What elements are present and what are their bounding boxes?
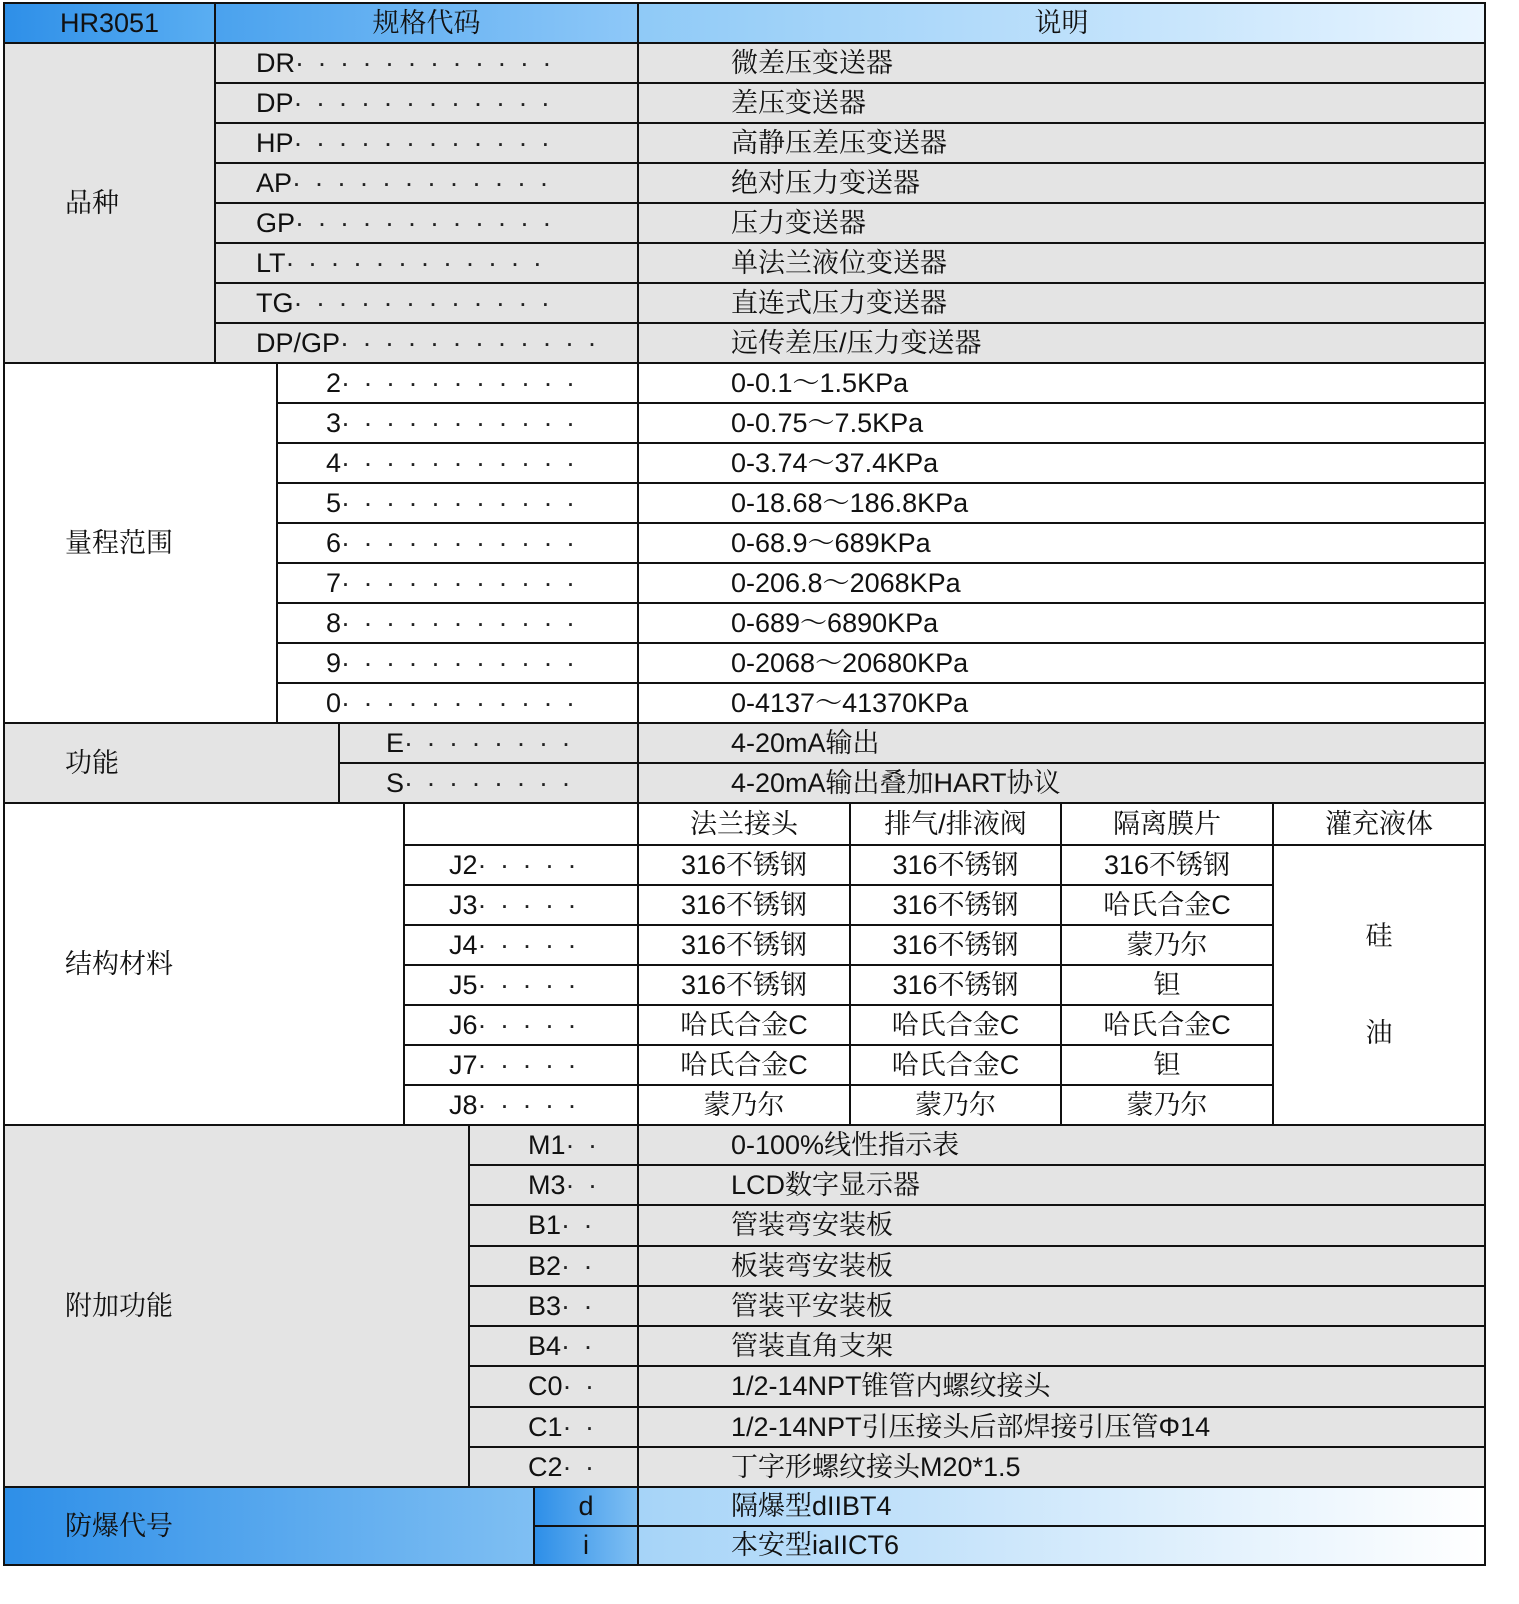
explosion-description: 隔爆型dIIBT4 <box>637 1486 1486 1527</box>
leader-dots: · · · · · · · · · · · · <box>295 207 552 238</box>
spec-code: J8 <box>449 1089 478 1120</box>
range-description: 0-689～6890KPa <box>637 602 1486 644</box>
addon-code-cell <box>468 1446 639 1488</box>
leader-dots: · · · · · · · · · · · · <box>295 47 552 78</box>
leader-dots: · · · · · · · · <box>404 767 571 798</box>
variety-code-cell <box>214 82 639 124</box>
vent-valve-material: 316不锈钢 <box>849 844 1062 886</box>
leader-dots: · · · · · · · · · · · <box>341 487 575 518</box>
vent-valve-material: 316不锈钢 <box>849 964 1062 1006</box>
spec-code: B2 <box>528 1250 562 1281</box>
function-code-cell <box>338 762 639 804</box>
leader-dots: · · · · · <box>477 1049 577 1080</box>
variety-description: 绝对压力变送器 <box>637 162 1486 204</box>
range-description: 0-2068～20680KPa <box>637 642 1486 684</box>
leader-dots: · · · · · <box>477 1089 577 1120</box>
flange-material: 蒙乃尔 <box>637 1084 851 1126</box>
material-column-header: 隔离膜片 <box>1060 802 1274 846</box>
addon-description: LCD数字显示器 <box>637 1164 1486 1206</box>
addon-category-label: 附加功能 <box>3 1124 470 1488</box>
spec-code: J7 <box>449 1049 478 1080</box>
material-category-label: 结构材料 <box>3 802 405 1126</box>
leader-dots: · · · · · · · · <box>404 727 571 758</box>
leader-dots: · · <box>562 1451 594 1482</box>
variety-code-cell <box>214 322 639 364</box>
leader-dots: · · · · · <box>477 849 577 880</box>
leader-dots: · · · · · · · · · · · <box>341 647 575 678</box>
range-code-cell <box>276 482 639 524</box>
range-category-label: 量程范围 <box>3 362 278 724</box>
spec-code: C0 <box>528 1371 563 1401</box>
vent-valve-material: 316不锈钢 <box>849 924 1062 966</box>
addon-code-cell <box>468 1204 639 1247</box>
fill-fluid-char: 油 <box>1365 1018 1393 1049</box>
variety-description: 微差压变送器 <box>637 42 1486 84</box>
function-category-label: 功能 <box>3 722 340 804</box>
vent-valve-material: 316不锈钢 <box>849 884 1062 926</box>
explosion-category-label: 防爆代号 <box>3 1486 535 1566</box>
spec-code: 0 <box>326 687 342 718</box>
addon-description: 1/2-14NPT引压接头后部焊接引压管Φ14 <box>637 1406 1486 1448</box>
fill-fluid-cell <box>1272 844 1486 1126</box>
range-description: 0-18.68～186.8KPa <box>637 482 1486 524</box>
variety-code-cell <box>214 202 639 244</box>
code-column-header: 规格代码 <box>214 2 639 44</box>
variety-code-cell <box>214 122 639 164</box>
spec-code: 5 <box>326 487 342 518</box>
range-description: 0-206.8～2068KPa <box>637 562 1486 604</box>
leader-dots: · · <box>562 1411 594 1442</box>
flange-material: 哈氏合金C <box>637 1044 851 1086</box>
leader-dots: · · · · · <box>477 929 577 960</box>
addon-description: 板装弯安装板 <box>637 1245 1486 1287</box>
leader-dots: · · <box>561 1330 593 1361</box>
diaphragm-material: 哈氏合金C <box>1060 1004 1274 1046</box>
spec-code: S <box>386 767 405 798</box>
variety-code-cell <box>214 162 639 204</box>
model-header: HR3051 <box>3 2 216 44</box>
spec-code: 7 <box>326 567 342 598</box>
flange-material: 316不锈钢 <box>637 884 851 926</box>
spec-code: GP <box>256 207 296 238</box>
addon-code-cell <box>468 1245 639 1287</box>
diaphragm-material: 蒙乃尔 <box>1060 1084 1274 1126</box>
variety-description: 压力变送器 <box>637 202 1486 244</box>
addon-code-cell <box>468 1285 639 1327</box>
spec-code: 4 <box>326 447 342 478</box>
diaphragm-material: 钽 <box>1060 1044 1274 1086</box>
leader-dots: · · · · · · · · · · · <box>341 447 575 478</box>
explosion-code-cell: i <box>533 1525 639 1566</box>
function-code-cell <box>338 722 639 764</box>
spec-code: DR <box>256 47 295 78</box>
vent-valve-material: 哈氏合金C <box>849 1044 1062 1086</box>
material-blank-header <box>403 802 639 846</box>
spec-code: B1 <box>528 1210 562 1240</box>
spec-code: 9 <box>326 647 342 678</box>
spec-code: TG <box>256 287 294 318</box>
material-code-cell <box>403 1044 639 1086</box>
spec-code: B4 <box>528 1330 562 1361</box>
diaphragm-material: 316不锈钢 <box>1060 844 1274 886</box>
addon-description: 管装平安装板 <box>637 1285 1486 1327</box>
spec-code: J5 <box>449 969 478 1000</box>
range-code-cell <box>276 562 639 604</box>
function-description: 4-20mA输出 <box>637 722 1486 764</box>
addon-code-cell <box>468 1406 639 1448</box>
leader-dots: · · · · · · · · · · · · <box>292 167 549 198</box>
spec-code: J4 <box>449 929 478 960</box>
leader-dots: · · · · · <box>477 969 577 1000</box>
spec-code: M3 <box>528 1169 566 1200</box>
leader-dots: · · · · · · · · · · · · <box>293 287 550 318</box>
spec-code: AP <box>256 167 293 198</box>
range-description: 0-0.75～7.5KPa <box>637 402 1486 444</box>
leader-dots: · · · · · · · · · · · <box>341 567 575 598</box>
flange-material: 316不锈钢 <box>637 844 851 886</box>
spec-code: E <box>386 727 405 758</box>
addon-description: 管装直角支架 <box>637 1325 1486 1367</box>
variety-category-label: 品种 <box>3 42 216 364</box>
explosion-description: 本安型iaIICT6 <box>637 1525 1486 1566</box>
variety-description: 远传差压/压力变送器 <box>637 322 1486 364</box>
addon-description: 管装弯安装板 <box>637 1204 1486 1247</box>
leader-dots: · · <box>561 1210 593 1240</box>
range-code-cell <box>276 362 639 404</box>
spec-code: J2 <box>449 849 478 880</box>
variety-description: 直连式压力变送器 <box>637 282 1486 324</box>
addon-code-cell <box>468 1325 639 1367</box>
leader-dots: · · · · · · · · · · · · <box>285 247 542 278</box>
function-description: 4-20mA输出叠加HART协议 <box>637 762 1486 804</box>
spec-code: J6 <box>449 1009 478 1040</box>
fill-fluid-char: 硅 <box>1365 920 1393 951</box>
material-code-cell <box>403 1084 639 1126</box>
leader-dots: · · · · · · · · · · · <box>341 407 575 438</box>
leader-dots: · · · · · · · · · · · · <box>340 327 597 358</box>
range-description: 0-3.74～37.4KPa <box>637 442 1486 484</box>
addon-code-cell <box>468 1124 639 1166</box>
flange-material: 316不锈钢 <box>637 924 851 966</box>
spec-code: HP <box>256 127 294 158</box>
spec-code: M1 <box>528 1129 566 1160</box>
material-code-cell <box>403 844 639 886</box>
leader-dots: · · <box>562 1371 594 1401</box>
range-code-cell <box>276 522 639 564</box>
addon-code-cell <box>468 1365 639 1408</box>
range-description: 0-0.1～1.5KPa <box>637 362 1486 404</box>
diaphragm-material: 钽 <box>1060 964 1274 1006</box>
material-code-cell <box>403 964 639 1006</box>
leader-dots: · · · · · <box>477 1009 577 1040</box>
spec-code: C2 <box>528 1451 563 1482</box>
addon-code-cell <box>468 1164 639 1206</box>
material-code-cell <box>403 884 639 926</box>
range-code-cell <box>276 602 639 644</box>
spec-code: C1 <box>528 1411 563 1442</box>
desc-column-header: 说明 <box>637 2 1486 44</box>
range-code-cell <box>276 402 639 444</box>
addon-description: 丁字形螺纹接头M20*1.5 <box>637 1446 1486 1488</box>
variety-code-cell <box>214 42 639 84</box>
leader-dots: · · · · · · · · · · · · <box>293 87 550 118</box>
spec-code: DP <box>256 87 294 118</box>
variety-code-cell <box>214 282 639 324</box>
leader-dots: · · <box>561 1250 593 1281</box>
leader-dots: · · <box>561 1290 593 1321</box>
leader-dots: · · · · · · · · · · · <box>341 687 575 718</box>
leader-dots: · · · · · · · · · · · <box>341 367 575 398</box>
material-code-cell <box>403 924 639 966</box>
spec-code: DP/GP <box>256 327 341 358</box>
leader-dots: · · · · · · · · · · · <box>341 607 575 638</box>
range-code-cell <box>276 642 639 684</box>
leader-dots: · · · · · · · · · · · · <box>293 127 550 158</box>
variety-code-cell <box>214 242 639 284</box>
material-column-header: 法兰接头 <box>637 802 851 846</box>
vent-valve-material: 哈氏合金C <box>849 1004 1062 1046</box>
spec-code: 6 <box>326 527 342 558</box>
range-code-cell <box>276 442 639 484</box>
variety-description: 差压变送器 <box>637 82 1486 124</box>
flange-material: 316不锈钢 <box>637 964 851 1006</box>
diaphragm-material: 哈氏合金C <box>1060 884 1274 926</box>
vent-valve-material: 蒙乃尔 <box>849 1084 1062 1126</box>
spec-code: 2 <box>326 367 342 398</box>
range-description: 0-4137～41370KPa <box>637 682 1486 724</box>
range-description: 0-68.9～689KPa <box>637 522 1486 564</box>
spec-code: B3 <box>528 1290 562 1321</box>
material-code-cell <box>403 1004 639 1046</box>
spec-code: 8 <box>326 607 342 638</box>
addon-description: 0-100%线性指示表 <box>637 1124 1486 1166</box>
range-code-cell <box>276 682 639 724</box>
spec-code: LT <box>256 247 286 278</box>
leader-dots: · · · · · · · · · · · <box>341 527 575 558</box>
leader-dots: · · · · · <box>477 889 577 920</box>
spec-code: J3 <box>449 889 478 920</box>
material-column-header: 排气/排液阀 <box>849 802 1062 846</box>
addon-description: 1/2-14NPT锥管内螺纹接头 <box>637 1365 1486 1408</box>
explosion-code-cell: d <box>533 1486 639 1527</box>
material-column-header: 灌充液体 <box>1272 802 1486 846</box>
leader-dots: · · <box>565 1169 597 1200</box>
diaphragm-material: 蒙乃尔 <box>1060 924 1274 966</box>
spec-code: 3 <box>326 407 342 438</box>
leader-dots: · · <box>565 1129 597 1160</box>
variety-description: 单法兰液位变送器 <box>637 242 1486 284</box>
flange-material: 哈氏合金C <box>637 1004 851 1046</box>
variety-description: 高静压差压变送器 <box>637 122 1486 164</box>
